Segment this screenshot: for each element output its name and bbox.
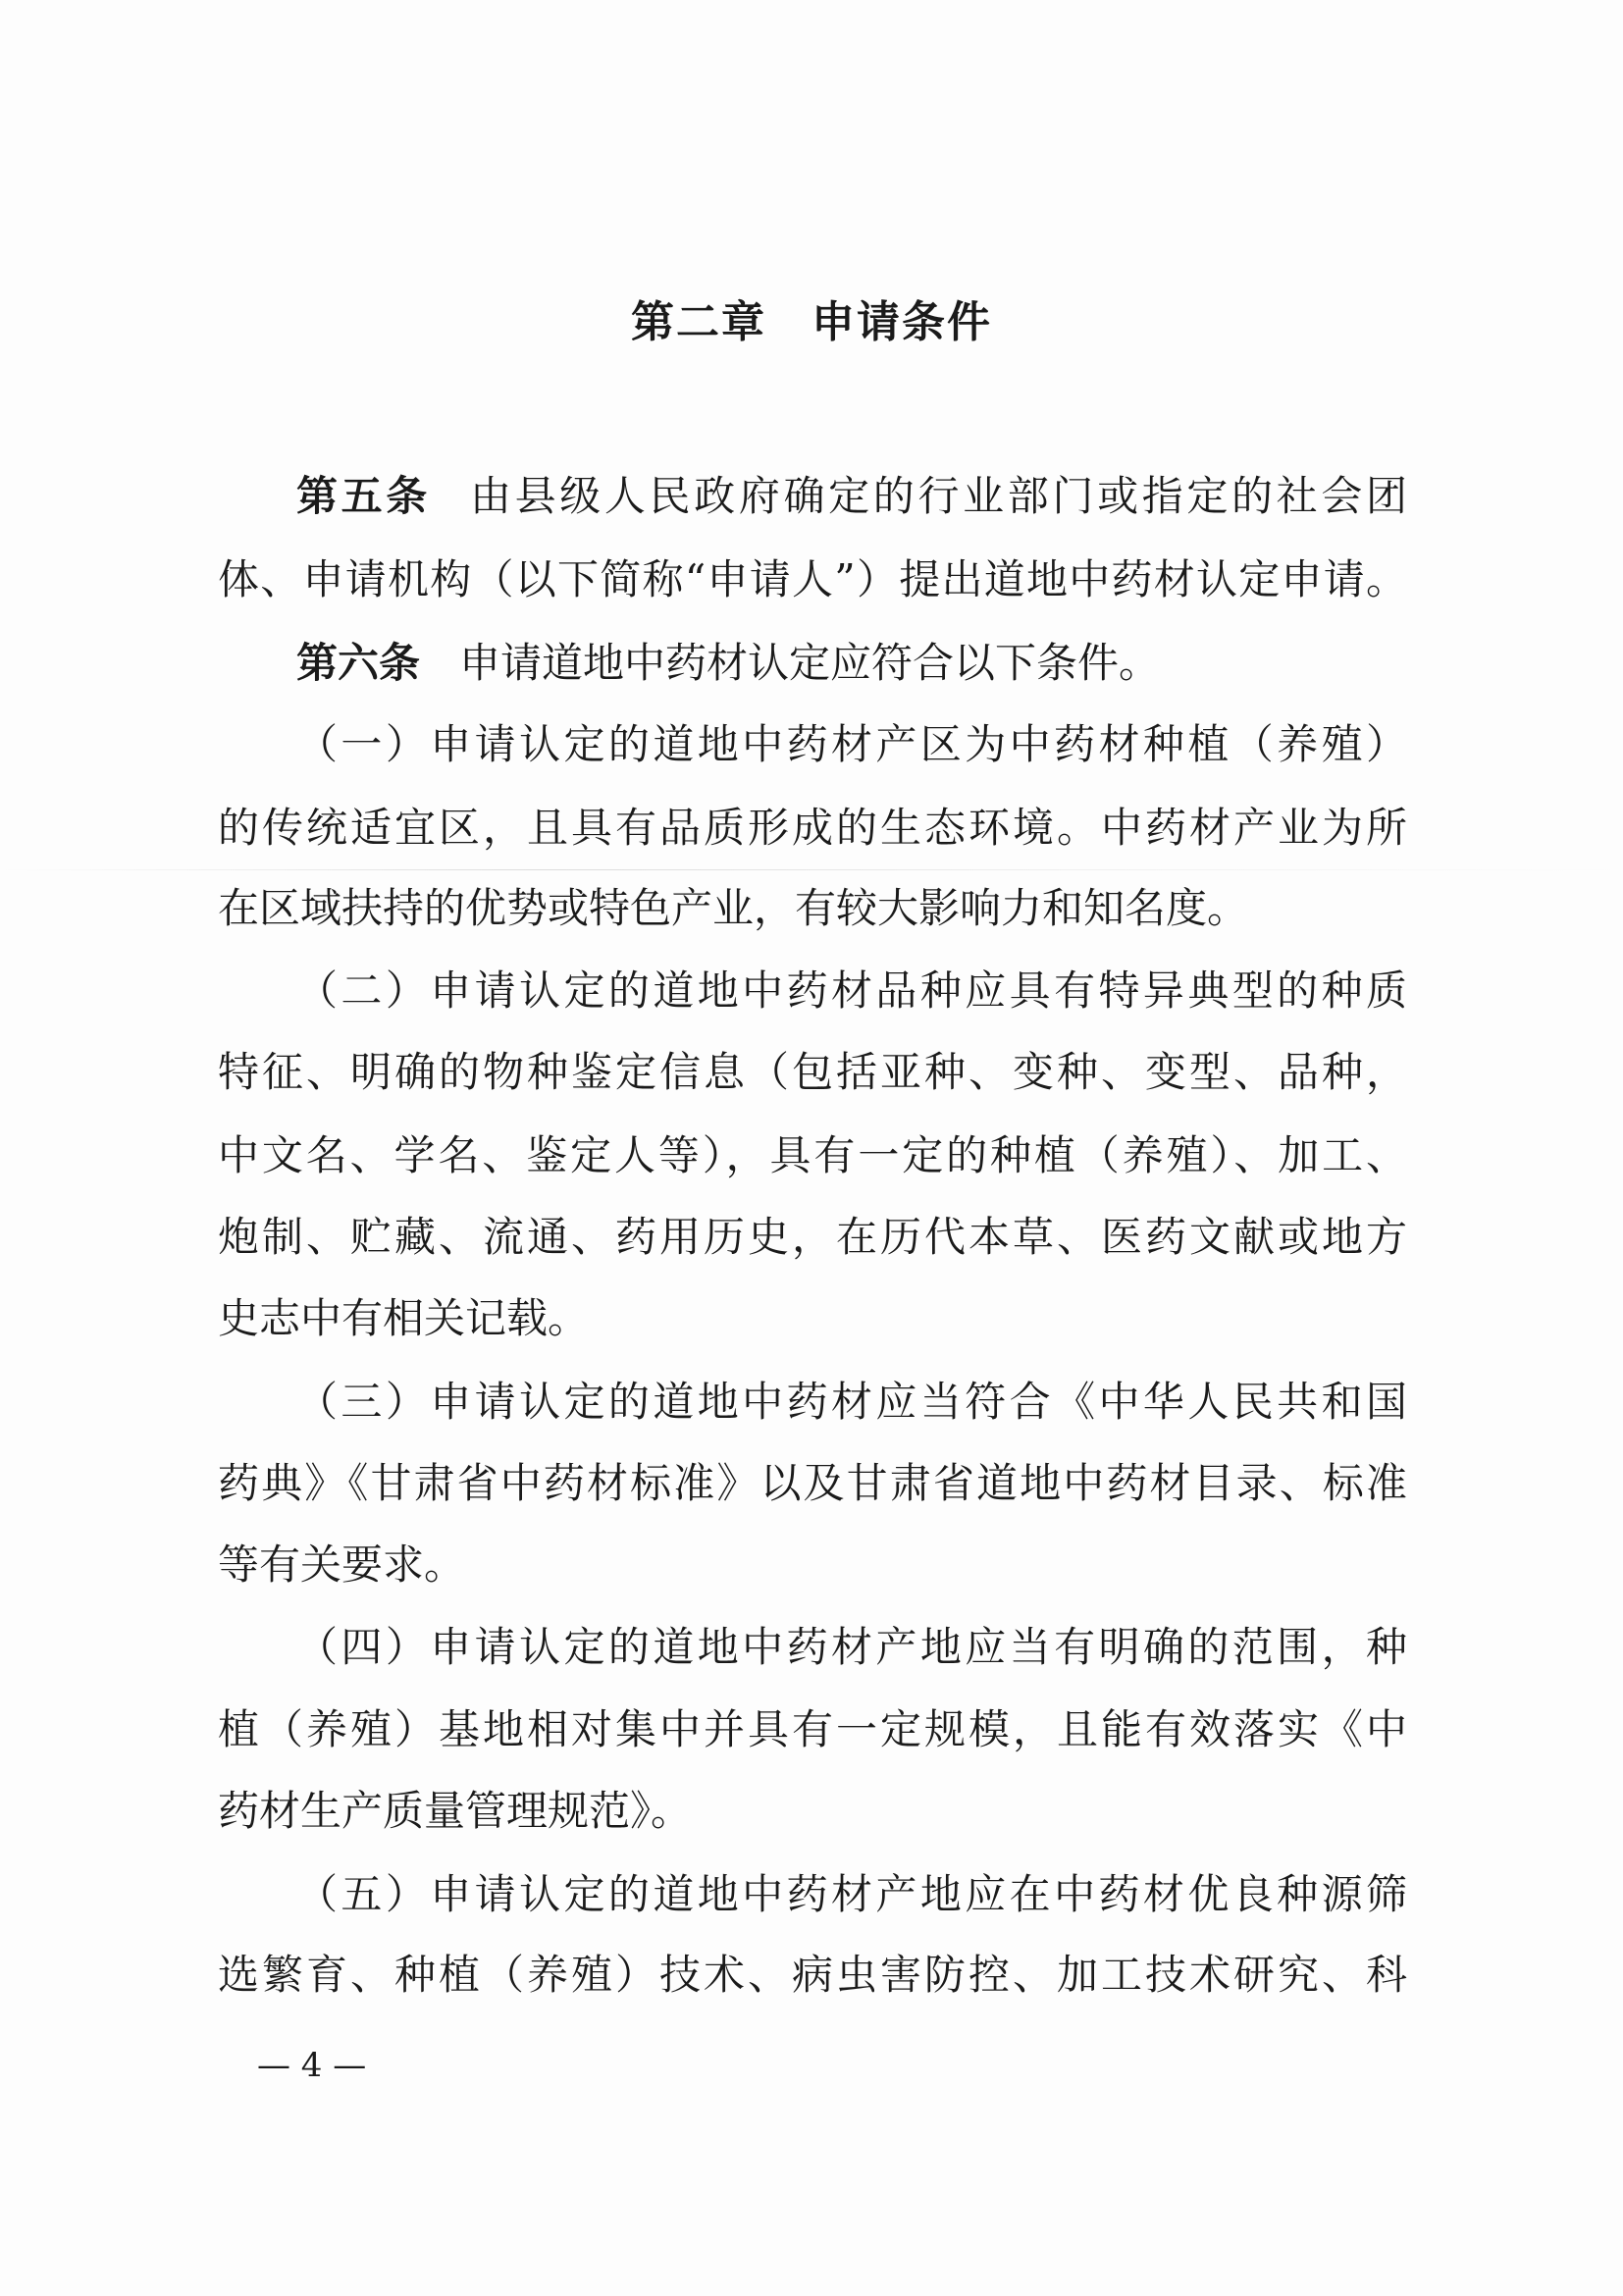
article-6-label: 第六条 [296,639,421,687]
item-4-line-3: 药材生产质量管理规范》。 [218,1787,693,1835]
item-5-line-2: 选繁育、种植（养殖）技术、病虫害防控、加工技术研究、科 [218,1951,1407,1999]
item-3-line-2: 药典》《甘肃省中药材标准》以及甘肃省道地中药材目录、标准 [218,1459,1407,1507]
article-6-text-1: 申请道地中药材认定应符合以下条件。 [459,639,1161,687]
item-5-line-1: （五）申请认定的道地中药材产地应在中药材优良种源筛 [296,1870,1407,1918]
article-6-line-1 [296,636,1407,691]
item-4-line-2: 植（养殖）基地相对集中并具有一定规模，且能有效落实《中 [218,1705,1407,1753]
article-5-text-1: 由县级人民政府确定的行业部门或指定的社会团 [469,472,1407,520]
item-3-line-3: 等有关要求。 [218,1540,466,1589]
article-5-label: 第五条 [296,472,431,520]
item-2-line-2: 特征、明确的物种鉴定信息（包括亚种、变种、变型、品种， [218,1048,1407,1096]
item-2-line-5: 史志中有相关记载。 [218,1294,590,1342]
item-1-line-3: 在区域扶持的优势或特色产业，有较大影响力和知名度。 [218,884,1249,932]
item-2-line-4: 炮制、贮藏、流通、药用历史，在历代本草、医药文献或地方 [218,1213,1407,1261]
item-1-line-2: 的传统适宜区，且具有品质形成的生态环境。中药材产业为所 [218,804,1407,852]
page-number: — 4 — [257,2046,367,2085]
article-5-line-1 [296,469,1407,524]
chapter-title: 第二章 申请条件 [631,297,992,347]
item-1-line-1: （一）申请认定的道地中药材产区为中药材种植（养殖） [296,720,1407,768]
article-5-line-2: 体、申请机构（以下简称“申请人”）提出道地中药材认定申请。 [218,555,1407,603]
item-4-line-1: （四）申请认定的道地中药材产地应当有明确的范围，种 [296,1623,1407,1671]
item-2-line-3: 中文名、学名、鉴定人等），具有一定的种植（养殖）、加工、 [218,1131,1407,1179]
item-3-line-1: （三）申请认定的道地中药材应当符合《中华人民共和国 [296,1378,1407,1426]
item-2-line-1: （二）申请认定的道地中药材品种应具有特异典型的种质 [296,966,1407,1015]
scan-artifact-line [0,869,1623,870]
